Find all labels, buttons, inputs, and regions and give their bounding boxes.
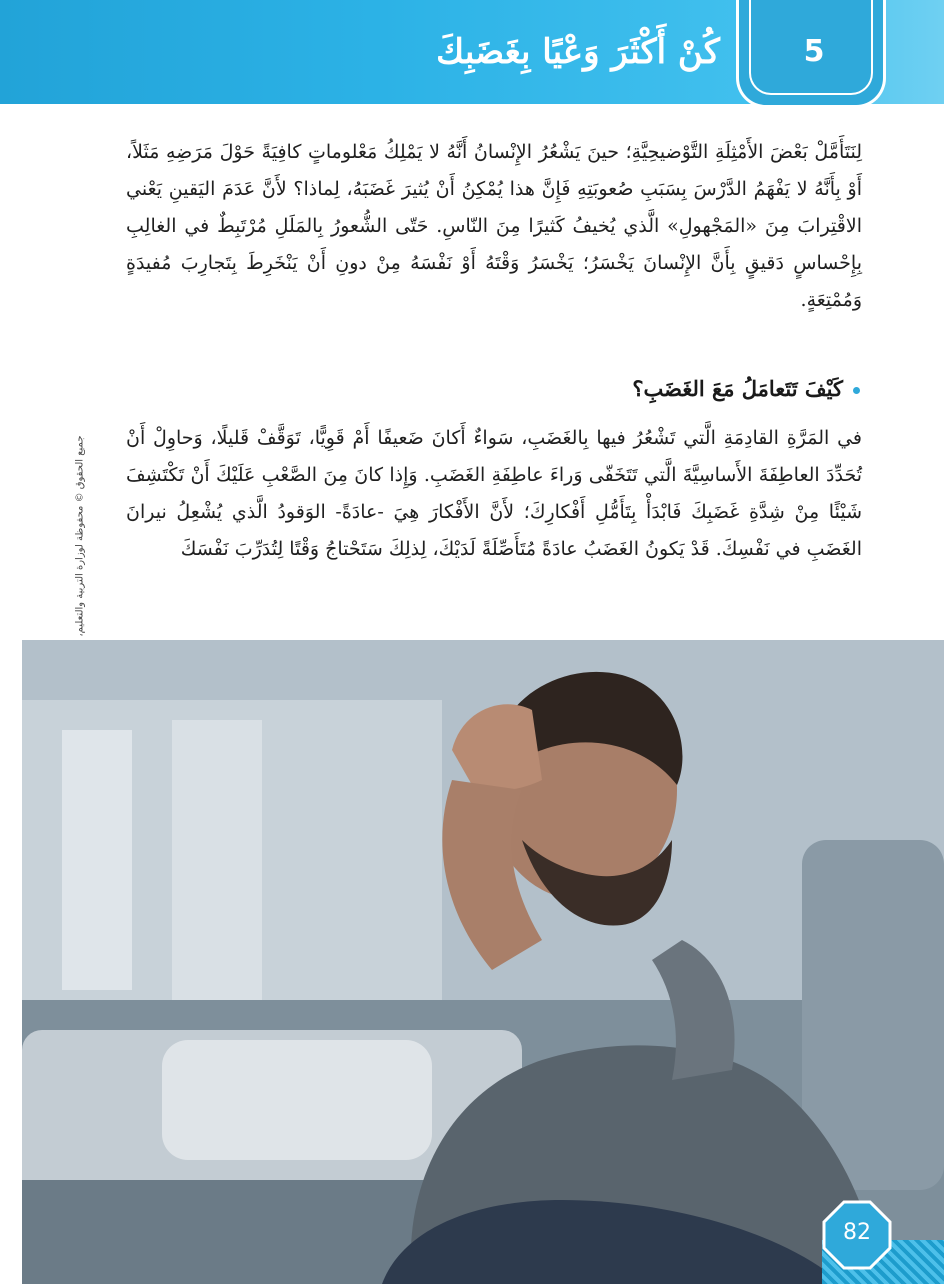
section-heading [300, 376, 860, 401]
lesson-number: 5 [803, 34, 825, 69]
lesson-number-tab [736, 0, 886, 108]
illustration-photo [22, 640, 944, 1284]
intro-paragraph: لِنَتَأَمَّلْ بَعْضَ الأَمْثِلَةِ التَّوْضيحِيَّةِ؛ حينَ يَشْعُرُ الإِنْسانُ أَنَّهُ لا يَمْلِكُ مَعْلوماتٍ كافِيَةً حَوْلَ مَرَضِهِ مَثَلاً، أَوْ بِأَنَّهُ لا يَفْهَمُ الدَّرْسَ بِسَبَبِ صُعوبَتِهِ فَإِنَّ هذا يُمْكِنُ أَنْ يُثيرَ غَضَبَهُ، لِماذا؟ لأَنَّ عَدَمَ اليَقينِ يَعْني الاقْتِرابَ مِنَ «المَجْهولِ» الَّذي يُخيفُ كَثيرًا مِنَ النّاسِ. حَتّى الشُّعورُ بِالمَلَلِ مُرْتَبِطٌ في الغالِبِ بِإِحْساسٍ دَقيقٍ بِأَنَّ الإِنْسانَ يَخْسَرُ؛ يَخْسَرُ وَقْتَهُ أَوْ نَفْسَهُ مِنْ دونِ أَنْ يَنْخَرِطَ بِتَجارِبَ مُفيدَةٍ وَمُمْتِعَةٍ. [126, 141, 862, 311]
section-heading-text: كَيْفَ تَتَعامَلُ مَعَ الغَضَبِ؟ [632, 376, 843, 401]
body-paragraph: في المَرَّةِ القادِمَةِ الَّتي تَشْعُرُ فيها بِالغَضَبِ، سَواءٌ أَكانَ ضَعيفًا أَمْ قَوِيًّا، تَوَقَّفْ قَليلًا، وَحاوِلْ أَنْ تُحَدِّدَ العاطِفَةَ الأَساسِيَّةَ الَّتي تَتَخَفّى وَراءَ عاطِفَةِ الغَضَبِ. وَإِذا كانَ مِنَ الصَّعْبِ عَلَيْكَ أَنْ تَكْتَشِفَ شَيْئًا مِنْ شِدَّةِ غَضَبِكَ فَابْدَأْ بِتَأَمُّلِ أَفْكارِكَ؛ لأَنَّ الأَفْكارَ هِيَ -عادَةً- الوَقودُ الَّذي يُشْعِلُ نيرانَ الغَضَبِ في نَفْسِكَ. قَدْ يَكونُ الغَضَبُ عادَةً مُتَأَصِّلَةً لَدَيْكَ، لِذلِكَ سَتَحْتاجُ وَقْتًا لِتُدَرِّبَ نَفْسَكَ [126, 427, 862, 560]
chapter-title: كُنْ أَكْثَرَ وَعْيًا بِغَضَبِكَ [436, 32, 720, 72]
sad-man-illustration [22, 640, 944, 1284]
chapter-header [0, 0, 944, 104]
bullet-icon [853, 387, 860, 394]
page-number-badge [822, 1200, 892, 1270]
page-number: 82 [843, 1220, 871, 1245]
